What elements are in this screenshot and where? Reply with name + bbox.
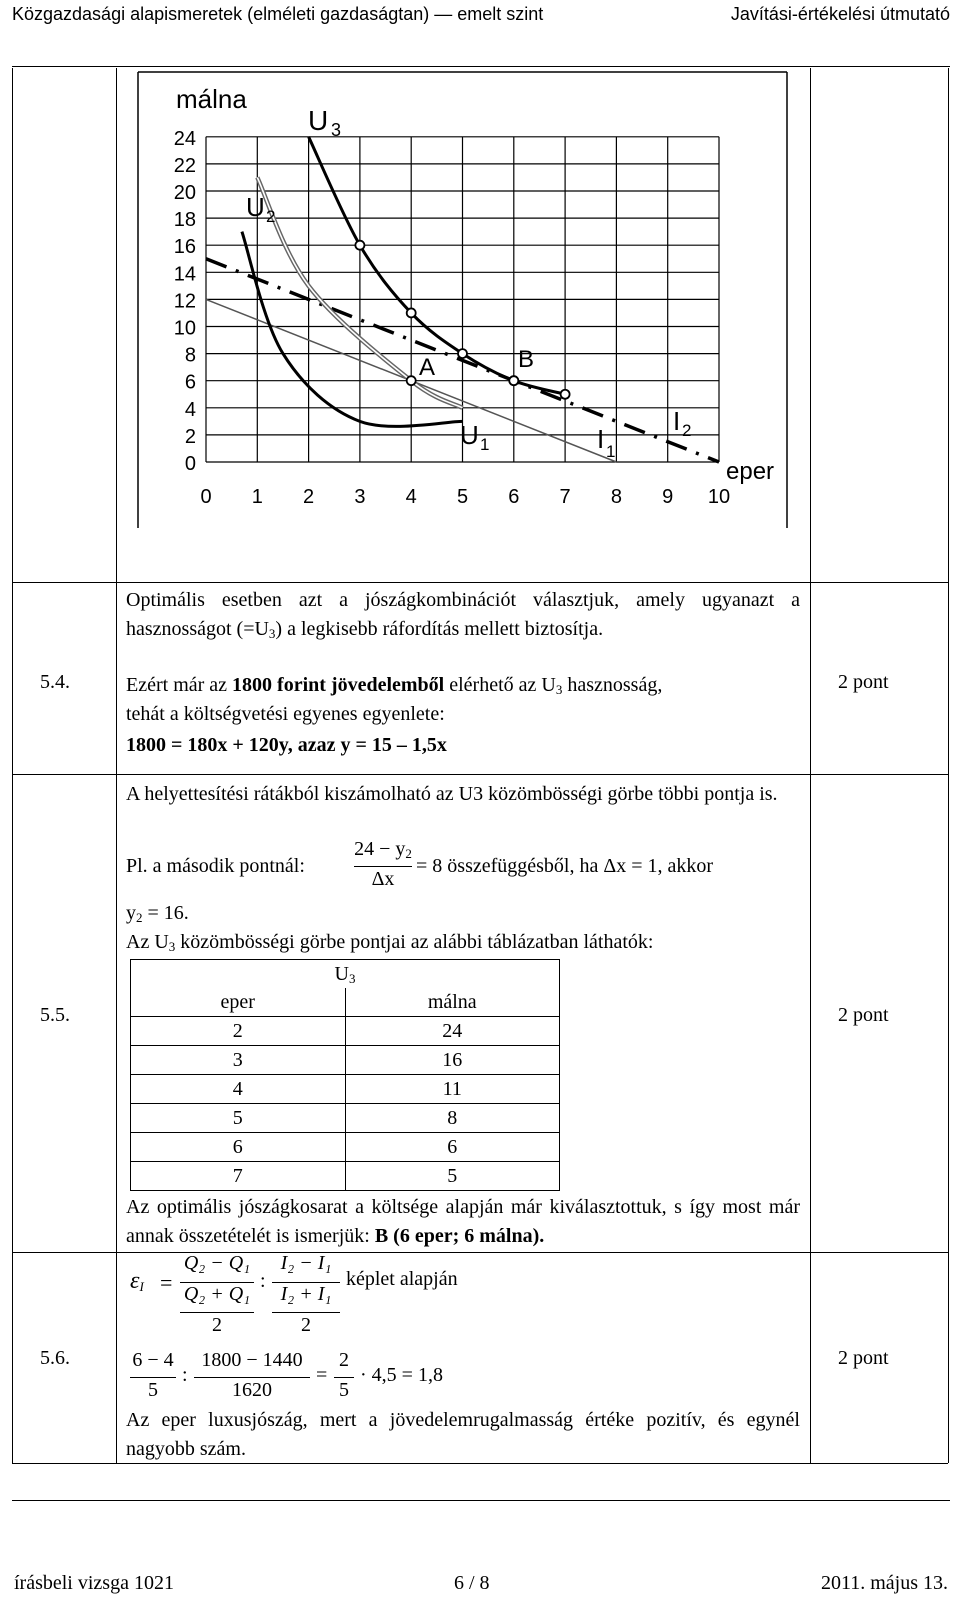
- text-55-conclusion: Az optimális jószágkosarat a költsége alapján már kiválasztottuk, s így most már annak összetételét is ismerjük: B (6 eper; 6 málna).: [126, 1196, 800, 1247]
- table-left-border: [12, 68, 13, 1463]
- text-55-table-intro: Az $U_3$ közömbösségi görbe pontjai az alábbi táblázatban láthatók:: [126, 931, 654, 954]
- text-54-equation: 1800 = 180x + 120y, azaz y = 15 – 1,5x: [126, 734, 447, 756]
- page-header: [12, 2, 950, 28]
- text-55-y2: $y_2 = 16$.: [126, 902, 189, 925]
- x-tick-label: 8: [610, 486, 622, 508]
- row-number-56: 5.6.: [40, 1347, 70, 1369]
- x-tick-label: 7: [559, 486, 571, 508]
- y-tick-label: 16: [173, 236, 196, 259]
- footer-exam-id: írásbeli vizsga 1021: [14, 1572, 174, 1594]
- table-row: 7 5: [131, 1162, 560, 1191]
- frac-55-numerator: $24 - y_2$: [354, 838, 412, 861]
- footer-date: 2011. május 13.: [820, 1572, 948, 1594]
- points-56: 2 pont: [838, 1347, 889, 1369]
- points-55: 2 pont: [838, 1004, 889, 1026]
- table-row: 4 11: [131, 1075, 560, 1104]
- svg-text:I: I: [597, 424, 605, 454]
- row-divider-55: [12, 774, 948, 775]
- x-tick-label: 0: [200, 486, 212, 508]
- label-u1: [460, 420, 489, 454]
- x-tick-label: 10: [707, 486, 731, 508]
- text-55-pl-rest: = 8 összefüggésből, ha Δx = 1, akkor: [416, 855, 714, 877]
- footer-page-number: 6 / 8: [454, 1572, 490, 1594]
- svg-text:U: U: [246, 192, 265, 222]
- x-tick-label: 5: [456, 486, 469, 508]
- text-54-p3: tehát a költségvetési egyenes egyenlete:: [126, 703, 445, 725]
- u3-point-marker: [407, 308, 416, 317]
- y-tick-label: 4: [184, 398, 196, 421]
- point-a-marker: [407, 376, 416, 385]
- header-title: Közgazdasági alapismeretek (elméleti gazdaságtan) — emelt szint: [12, 4, 544, 24]
- row-number-55: 5.5.: [40, 1004, 70, 1026]
- table-header-eper: eper: [131, 988, 346, 1017]
- label-u2: [246, 192, 275, 226]
- frac-55-bar: [354, 866, 412, 867]
- svg-text:U: U: [308, 105, 329, 136]
- text-55-pl: Pl. a második pontnál:: [126, 855, 305, 877]
- y-tick-label: 18: [173, 209, 196, 232]
- y-tick-label: 8: [184, 344, 196, 367]
- indifference-chart: [120, 68, 810, 582]
- x-tick-label: 1: [251, 486, 263, 508]
- text-55-p1: A helyettesítési rátákból kiszámolható az U3 közömbösségi görbe többi pontja is.: [126, 783, 778, 805]
- text-56-conclusion: Az eper luxusjószág, mert a jövedelemrugalmasság értéke pozitív, és egynél nagyobb szám.: [126, 1409, 800, 1460]
- points-54: 2 pont: [838, 671, 889, 693]
- row-number-54: 5.4.: [40, 671, 70, 693]
- header-rule: [12, 66, 950, 67]
- row-divider-54: [12, 582, 948, 583]
- y-tick-label: 10: [173, 317, 196, 340]
- label-point-a: A: [419, 354, 436, 381]
- y-axis-label: málna: [176, 84, 247, 114]
- label-i2: [673, 406, 691, 440]
- footer-rule: [12, 1500, 950, 1501]
- table-title: $U_3$: [131, 960, 560, 989]
- table-row: 5 8: [131, 1104, 560, 1133]
- table-header-malna: málna: [345, 988, 560, 1017]
- table-row: 6 6: [131, 1133, 560, 1162]
- y-tick-label: 24: [173, 127, 196, 150]
- table-row: 3 16: [131, 1046, 560, 1075]
- x-tick-label: 6: [508, 486, 520, 508]
- label-u3: [308, 105, 341, 140]
- u3-points-table: [130, 959, 560, 1191]
- point-b-marker: [509, 376, 518, 385]
- table-col-divider-1: [116, 68, 117, 1463]
- frac-55-denominator: Δx: [371, 868, 395, 890]
- header-guide-label: Javítási-értékelési útmutató: [730, 4, 950, 24]
- svg-text:U: U: [460, 420, 479, 450]
- label-point-b: B: [518, 346, 535, 373]
- x-tick-label: 2: [303, 486, 315, 508]
- svg-text:2: 2: [682, 421, 692, 440]
- svg-text:2: 2: [266, 207, 276, 226]
- x-tick-label: 3: [354, 486, 366, 508]
- y-tick-label: 22: [173, 154, 196, 177]
- y-tick-label: 2: [184, 425, 196, 448]
- table-row: 2 24: [131, 1017, 560, 1046]
- u3-point-marker: [355, 241, 364, 250]
- text-54-p2: Ezért már az 1800 forint jövedelemből elérhető az $U_3$ hasznosság,: [126, 674, 663, 697]
- x-tick-label: 9: [662, 486, 674, 508]
- table-right-border: [948, 68, 949, 1463]
- u3-point-marker: [561, 390, 570, 399]
- svg-text:3: 3: [331, 120, 342, 140]
- u3-point-marker: [458, 349, 467, 358]
- x-tick-label: 4: [405, 486, 417, 508]
- svg-text:I: I: [673, 406, 681, 436]
- x-axis-label: eper: [726, 458, 775, 485]
- row-divider-56: [12, 1252, 948, 1253]
- svg-text:1: 1: [606, 442, 616, 461]
- y-tick-label: 20: [173, 182, 196, 204]
- y-tick-label: 6: [184, 371, 196, 394]
- table-col-divider-2: [810, 68, 811, 1463]
- y-tick-label: 0: [184, 453, 196, 475]
- y-tick-label: 14: [173, 263, 196, 286]
- y-tick-label: 12: [173, 290, 196, 313]
- text-54-p1: Optimális esetben azt a jószágkombinációt választjuk, amely ugyanazt a hasznosságot $(=U_3)$ a legkisebb ráfordítás mellett biztosítja.: [126, 589, 800, 641]
- svg-text:1: 1: [480, 435, 490, 454]
